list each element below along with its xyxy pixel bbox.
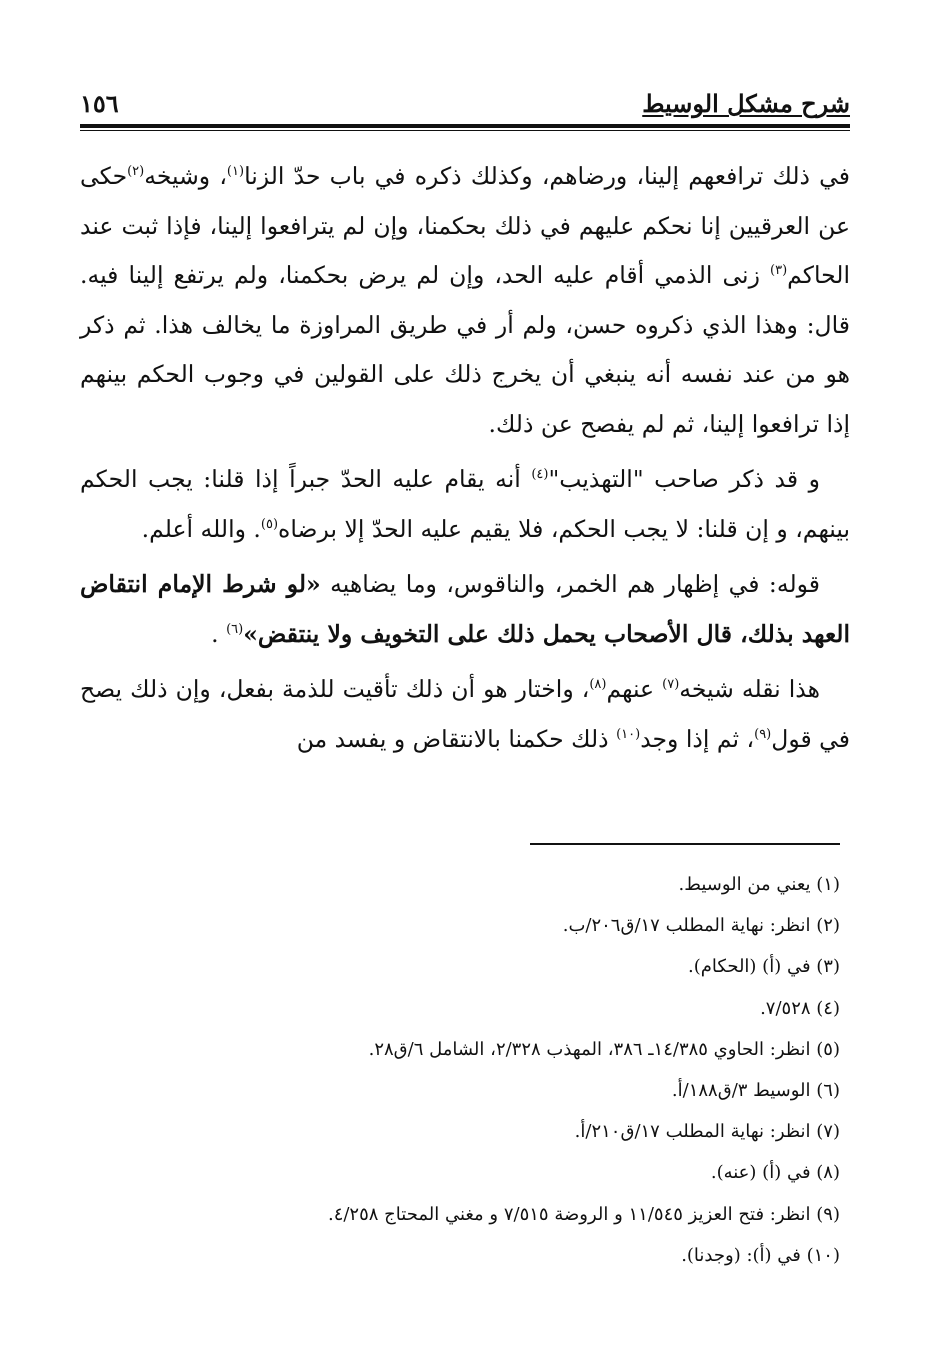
footnote-ref-2: (٢)	[127, 164, 145, 180]
footnote-ref-5: (٥)	[260, 516, 279, 532]
text-run: هذا نقله شيخه	[679, 675, 821, 703]
running-title: شرح مشكل الوسيط	[642, 89, 850, 118]
footnote-ref-8: (٨)	[589, 677, 607, 693]
paragraph-2	[80, 455, 850, 554]
footnote-ref-10: (١٠)	[616, 726, 641, 742]
text-run: أنه يقام عليه الحدّ جبراً إذا قلنا: يجب الحكم بينهم، و إن قلنا: لا يجب الحكم، فلا يقيم عليه الحدّ إلا برضاه	[80, 465, 850, 543]
header-rule-thick	[80, 124, 850, 128]
footnote: (٣) في (أ) (الحكام).	[688, 956, 840, 978]
text-run: حكى عن العرقيين إنا نحكم عليهم في ذلك بحكمنا، وإن لم يترافعوا إلينا، فإذا ثبت عند الحاكم	[80, 162, 850, 289]
footnote-ref-9: (٩)	[754, 726, 772, 742]
text-run: ، وشيخه	[144, 162, 227, 190]
text-run: في ذلك ترافعهم إلينا، ورضاهم، وكذلك ذكره في باب حدّ الزنا	[244, 162, 850, 190]
footnote-ref-4: (٤)	[531, 467, 549, 483]
text-run: . والله أعلم.	[141, 514, 261, 543]
footnote-ref-3: (٣)	[770, 263, 788, 279]
text-run: و قد ذكر صاحب "التهذيب"	[548, 465, 820, 493]
text-run: ، واختار هو أن ذلك تأقيت للذمة بفعل، وإن ذلك يصح في قول	[80, 675, 850, 753]
main-text	[80, 152, 850, 764]
text-run: قوله: في إظهار هم الخمر، والناقوس، وما يضاهيه	[320, 570, 820, 598]
paragraph-1	[80, 152, 850, 449]
paragraph-3	[80, 560, 850, 659]
footnote-ref-1: (١)	[226, 164, 245, 180]
footnote: (٤) ٧/٥٢٨.	[760, 997, 840, 1019]
footnote: (٧) انظر: نهاية المطلب ١٧/ق٢١٠/أ.	[574, 1121, 840, 1143]
footnote: (٥) انظر: الحاوي ١٤/٣٨٥ـ ٣٨٦، المهذب ٢/٣٢٨، الشامل ٦/ق٢٨.	[368, 1038, 840, 1060]
page-number: ١٥٦	[80, 89, 119, 118]
footnote-ref-6: (٦)	[226, 621, 244, 637]
text-run: زنى الذمي أقام عليه الحد، وإن لم يرض بحكمنا، ولم يرتفع إلينا فيه. قال: وهذا الذي ذكروه حسن، ولم أر في طريق المراوزة ما يخالف هذا. ثم ذكر هو من عند نفسه أنه ينبغي أن يخرج ذلك على القولين في وجوب الحكم بينهم إذا ترافعوا إلينا، ثم لم يفصح عن ذلك.	[80, 261, 850, 438]
footnote: (٢) انظر: نهاية المطلب ١٧/ق٢٠٦/ب.	[562, 915, 840, 937]
header-rule-thin	[80, 130, 850, 131]
text-run: .	[211, 619, 227, 648]
text-run: ، ثم إذا وجد	[640, 724, 755, 753]
footnote: (١) يعني من الوسيط.	[678, 874, 840, 895]
footnote-separator	[530, 843, 840, 845]
footnote: (١٠) في (أ): (وجدنا).	[681, 1244, 840, 1266]
paragraph-4	[80, 665, 850, 764]
text-run: ذلك حكمنا بالانتقاض و يفسد من	[296, 724, 617, 753]
footnote-ref-7: (٧)	[662, 677, 680, 693]
quoted-text: «لو شرط الإمام انتقاض العهد بذلك، قال الأصحاب يحمل ذلك على التخويف ولا ينتقض»	[80, 570, 850, 648]
footnotes-list	[80, 864, 840, 1276]
footnote: (٩) انظر: فتح العزيز ١١/٥٤٥ و الروضة ٧/٥١٥ و مغني المحتاج ٤/٢٥٨.	[327, 1203, 840, 1225]
footnote: (٦) الوسيط ٣/ق١٨٨/أ.	[671, 1080, 840, 1102]
text-run: عنهم	[606, 675, 663, 703]
page-header	[80, 88, 850, 118]
footnote: (٨) في (أ) (عنه).	[710, 1162, 840, 1184]
